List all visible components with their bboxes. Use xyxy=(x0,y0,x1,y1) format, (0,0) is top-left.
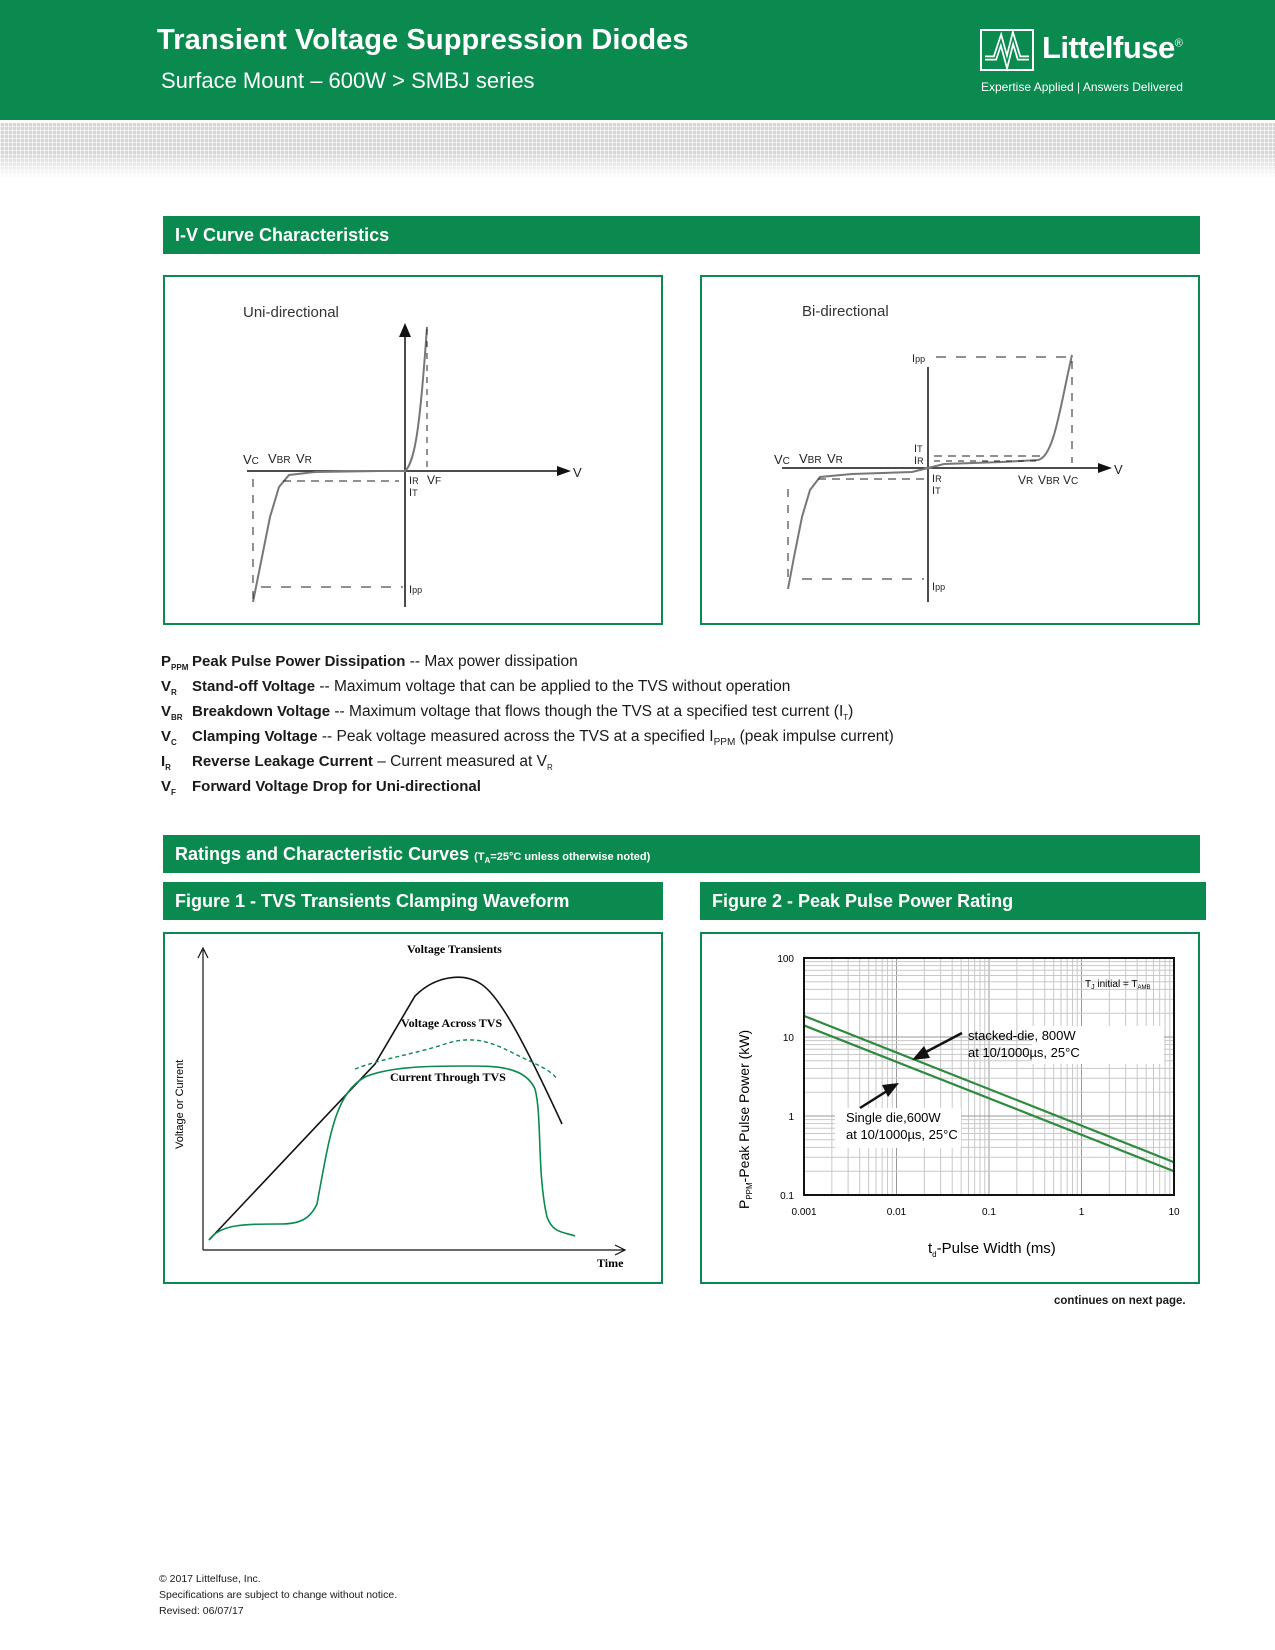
ratings-cond-pre: (T xyxy=(474,851,485,863)
def-desc-sub: PPM xyxy=(713,737,736,749)
iv-section-title: I-V Curve Characteristics xyxy=(163,216,1200,254)
definitions-list xyxy=(161,653,1161,803)
bi-ipp-label-pos: I xyxy=(912,353,916,365)
uni-v-arrow xyxy=(557,466,571,476)
svg-text:IT xyxy=(409,487,418,499)
ratings-cond-post: =25°C unless otherwise noted) xyxy=(490,851,651,863)
figure2-chart xyxy=(702,934,1198,1282)
svg-text:VC xyxy=(1063,473,1078,487)
bi-ir-sub-neg: R xyxy=(935,474,942,484)
brand-tagline: Expertise Applied | Answers Delivered xyxy=(981,80,1183,94)
fig2-tj-sub: J xyxy=(1091,984,1095,991)
header-dot-pattern xyxy=(0,123,1275,178)
definition-row xyxy=(161,778,1161,803)
fig2-ytick-label: 0.1 xyxy=(780,1191,794,1202)
uni-v-axis-label: V xyxy=(573,465,582,480)
uni-iv-chart xyxy=(165,277,661,623)
def-symbol-sub: PPM xyxy=(171,663,189,672)
def-desc: -- Max power dissipation xyxy=(405,653,578,670)
def-term: Breakdown Voltage xyxy=(192,703,331,720)
uni-ipp-sub: pp xyxy=(412,585,423,595)
bi-vc-label: V xyxy=(774,452,783,467)
svg-text:VR xyxy=(296,451,312,466)
fig2-xlabel-sub: d xyxy=(932,1250,937,1259)
fig1-label-across: Voltage Across TVS xyxy=(401,1016,503,1030)
fig2-xlabel-post: -Pulse Width (ms) xyxy=(936,1240,1056,1257)
uni-ir-sub: R xyxy=(412,476,419,486)
figure1-panel xyxy=(163,932,663,1284)
page-footer xyxy=(159,1571,397,1619)
svg-text:VR xyxy=(1018,473,1033,487)
fig1-label-current: Current Through TVS xyxy=(390,1070,506,1084)
svg-text:VC xyxy=(243,452,259,467)
fig2-stacked-arrow-line xyxy=(924,1033,962,1053)
page-title: Transient Voltage Suppression Diodes xyxy=(157,24,689,56)
bi-it-label-neg: I xyxy=(932,485,936,497)
fig1-xlabel: Time xyxy=(597,1256,624,1270)
fig2-single-line1: Single die,600W xyxy=(846,1110,941,1125)
uni-vr-sub: R xyxy=(304,455,312,466)
fig2-single-line2: at 10/1000µs, 25°C xyxy=(846,1127,958,1142)
footer-copyright: © 2017 Littelfuse, Inc. xyxy=(159,1573,261,1585)
uni-it-label: I xyxy=(409,487,413,499)
uni-vbr-label: V xyxy=(268,451,277,466)
def-symbol: V xyxy=(161,678,172,695)
fig1-voltage-transients xyxy=(209,977,562,1240)
def-symbol: V xyxy=(161,703,172,720)
def-term: Reverse Leakage Current xyxy=(192,753,373,770)
brand-name: Littelfuse xyxy=(1042,30,1175,65)
svg-text:td-Pulse Width (ms) xyxy=(928,1240,1056,1259)
def-desc-end: ) xyxy=(848,703,854,720)
bi-vbr-sub-pos: BR xyxy=(1046,476,1060,487)
def-symbol: V xyxy=(161,778,172,795)
fig2-stacked-arrow-head xyxy=(912,1046,930,1060)
fig2-xtick-label: 0.01 xyxy=(886,1207,907,1218)
def-desc-end: (peak impulse current) xyxy=(735,728,894,745)
footer-revised: Revised: 06/07/17 xyxy=(159,1605,244,1617)
svg-text:VBR xyxy=(1038,473,1060,487)
page-subtitle: Surface Mount – 600W > SMBJ series xyxy=(161,68,535,93)
def-symbol-sub: F xyxy=(171,788,176,797)
bi-vr-sub-pos: R xyxy=(1026,476,1034,487)
bi-vr-label: V xyxy=(827,451,836,466)
fig2-single-arrow-line xyxy=(860,1091,887,1108)
bi-ir-label-pos: I xyxy=(914,455,918,467)
fig2-xlabel-pre: t xyxy=(928,1240,933,1257)
bi-vr-sub: R xyxy=(835,455,843,466)
fig2-xtick-label: 10 xyxy=(1168,1207,1180,1218)
figure1-waveform xyxy=(165,934,661,1282)
bi-vc-sub-pos: C xyxy=(1071,476,1079,487)
def-desc: – Current measured at V xyxy=(372,753,547,770)
bi-it-sub-neg: T xyxy=(935,486,941,496)
def-term: Peak Pulse Power Dissipation xyxy=(192,653,406,670)
figure2-panel xyxy=(700,932,1200,1284)
def-term: Stand-off Voltage xyxy=(192,678,316,695)
svg-text:VF xyxy=(427,473,441,487)
def-desc: -- Maximum voltage that flows though the TVS at a specified test current (I xyxy=(330,703,844,720)
bi-v-arrow xyxy=(1098,463,1112,473)
def-desc-sub: R xyxy=(546,763,553,773)
definition-row xyxy=(161,703,1161,728)
bi-ipp-sub-pos: pp xyxy=(915,354,926,364)
bi-vbr-label: V xyxy=(799,451,808,466)
bi-v-axis-label: V xyxy=(1114,462,1123,477)
bi-label: Bi-directional xyxy=(802,303,889,320)
svg-text:IR xyxy=(914,455,924,467)
page-header xyxy=(0,0,1275,120)
fig2-ylabel-sub: PPM xyxy=(745,1182,754,1200)
def-term: Forward Voltage Drop for Uni-directional xyxy=(192,778,481,795)
bi-directional-iv-panel xyxy=(700,275,1200,625)
svg-text:VC xyxy=(774,452,790,467)
fig2-grid xyxy=(804,958,1174,1195)
bi-vbr-label-pos: V xyxy=(1038,473,1047,487)
def-symbol: P xyxy=(161,653,172,670)
continues-note: continues on next page. xyxy=(1054,1295,1186,1307)
definition-row xyxy=(161,653,1161,678)
fig1-label-transients: Voltage Transients xyxy=(407,942,502,956)
littelfuse-logo-icon xyxy=(979,28,1037,74)
svg-text:TJ initial = TAMB xyxy=(1085,979,1151,991)
uni-label: Uni-directional xyxy=(243,304,339,321)
bi-it-label-pos: I xyxy=(914,443,918,455)
svg-text:Ipp xyxy=(409,584,422,596)
bi-iv-chart xyxy=(702,277,1198,623)
svg-text:VBR xyxy=(799,451,822,466)
bi-vc-sub: C xyxy=(782,456,790,467)
svg-text:Ipp xyxy=(932,581,945,593)
uni-ipp-label: I xyxy=(409,584,413,596)
uni-directional-iv-panel xyxy=(163,275,663,625)
def-symbol: V xyxy=(161,728,172,745)
fig2-tj-mid: initial = T xyxy=(1094,979,1138,990)
uni-ir-label: I xyxy=(409,475,413,487)
fig1-ylabel: Voltage or Current xyxy=(174,1059,186,1149)
svg-text:PPPM-Peak Pulse Power (kW) xyxy=(736,1030,754,1209)
bi-ir-sub-pos: R xyxy=(917,456,924,466)
svg-text:Ipp xyxy=(912,353,925,365)
uni-vf-label: V xyxy=(427,473,436,487)
uni-vc-sub: C xyxy=(251,456,259,467)
definition-row xyxy=(161,678,1161,703)
littelfuse-logo[interactable] xyxy=(979,24,1183,104)
fig1-current-through xyxy=(209,1066,575,1240)
fig2-stacked-line1: stacked-die, 800W xyxy=(968,1028,1076,1043)
bi-iv-curve xyxy=(788,355,1072,589)
fig2-stacked-line2: at 10/1000µs, 25°C xyxy=(968,1045,1080,1060)
fig2-xtick-label: 0.001 xyxy=(791,1207,817,1218)
def-symbol-sub: R xyxy=(171,688,177,697)
ratings-cond-sub: A xyxy=(484,856,491,866)
svg-text:VR xyxy=(827,451,843,466)
bi-ipp-sub-neg: pp xyxy=(935,582,946,592)
def-symbol-sub: C xyxy=(171,738,177,747)
fig2-ytick-label: 10 xyxy=(782,1033,794,1044)
def-desc: -- Peak voltage measured across the TVS at a specified I xyxy=(317,728,714,745)
bi-ir-label-neg: I xyxy=(932,473,936,485)
def-desc-sub: T xyxy=(843,713,849,723)
brand-registered: ® xyxy=(1174,37,1183,50)
fig2-tj-sub2: AMB xyxy=(1137,985,1151,991)
fig2-ylabel-post: -Peak Pulse Power (kW) xyxy=(736,1029,752,1183)
svg-text:IT xyxy=(932,485,941,497)
bi-vc-label-pos: V xyxy=(1063,473,1072,487)
bi-ipp-label-neg: I xyxy=(932,581,936,593)
fig2-ytick-label: 100 xyxy=(777,954,794,965)
fig2-xtick-label: 0.1 xyxy=(982,1207,996,1218)
def-symbol: I xyxy=(161,753,166,770)
uni-i-arrow xyxy=(399,323,411,337)
uni-vr-label: V xyxy=(296,451,305,466)
definition-row xyxy=(161,728,1161,753)
bi-vbr-sub: BR xyxy=(807,455,822,466)
ratings-title: Ratings and Characteristic Curves xyxy=(175,844,470,864)
uni-vbr-sub: BR xyxy=(276,455,291,466)
svg-text:VBR xyxy=(268,451,291,466)
def-symbol-sub: BR xyxy=(171,713,183,722)
def-term: Clamping Voltage xyxy=(192,728,318,745)
uni-vf-sub: F xyxy=(435,476,442,487)
figure1-title: Figure 1 - TVS Transients Clamping Waveform xyxy=(163,882,663,920)
fig2-tj-pre: T xyxy=(1085,979,1092,990)
bi-vr-label-pos: V xyxy=(1018,473,1027,487)
def-symbol-sub: R xyxy=(165,763,171,772)
bi-it-sub-pos: T xyxy=(917,444,923,454)
definition-row xyxy=(161,753,1161,778)
svg-text:IR xyxy=(932,473,942,485)
figure2-title: Figure 2 - Peak Pulse Power Rating xyxy=(700,882,1206,920)
fig2-ylabel-pre: P xyxy=(736,1199,752,1209)
svg-text:IR xyxy=(409,475,419,487)
fig2-ytick-label: 1 xyxy=(788,1112,794,1123)
ratings-section-title xyxy=(163,835,1200,873)
uni-it-sub: T xyxy=(412,488,418,498)
fig2-xtick-label: 1 xyxy=(1078,1207,1085,1218)
svg-text:IT xyxy=(914,443,923,455)
uni-vc-label: V xyxy=(243,452,252,467)
footer-notice: Specifications are subject to change without notice. xyxy=(159,1589,398,1601)
def-desc: -- Maximum voltage that can be applied to the TVS without operation xyxy=(315,678,791,695)
